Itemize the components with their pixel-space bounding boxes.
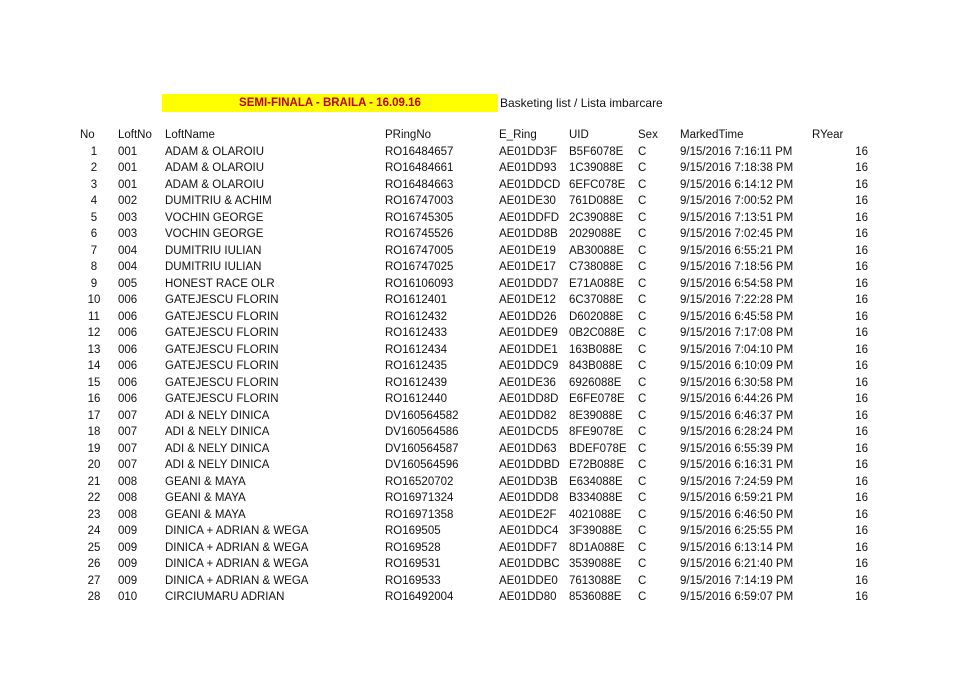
header-loft-no: LoftNo: [118, 129, 152, 141]
cell-no: 7: [90, 244, 98, 257]
cell-ryear: 16: [855, 277, 868, 290]
cell-uid: B334088E: [569, 492, 623, 504]
cell-no: 8: [90, 261, 98, 273]
cell-loft-no: 008: [118, 475, 138, 488]
cell-loft-name: HONEST RACE OLR: [165, 277, 275, 290]
cell-sex: C: [638, 558, 647, 570]
cell-loft-no: 006: [118, 343, 138, 356]
cell-marked-time: 9/15/2016 6:28:24 PM: [680, 426, 794, 438]
cell-e-ring: AE01DD3B: [499, 475, 558, 488]
cell-no: 3: [90, 178, 98, 191]
cell-no: 16: [87, 393, 101, 405]
cell-e-ring: AE01DE19: [499, 244, 556, 257]
cell-no: 17: [87, 409, 101, 422]
cell-no: 4: [90, 195, 98, 207]
cell-loft-name: DINICA + ADRIAN & WEGA: [165, 525, 309, 537]
cell-loft-name: DINICA + ADRIAN & WEGA: [165, 574, 309, 587]
cell-uid: C738088E: [569, 261, 624, 273]
cell-uid: BDEF078E: [569, 442, 627, 455]
cell-marked-time: 9/15/2016 7:22:28 PM: [680, 294, 794, 306]
cell-uid: AB30088E: [569, 244, 624, 257]
table-row: [0, 309, 960, 326]
cell-uid: B5F6078E: [569, 145, 624, 158]
cell-loft-name: VOCHIN GEORGE: [165, 211, 264, 224]
cell-marked-time: 9/15/2016 7:17:08 PM: [680, 327, 794, 339]
cell-marked-time: 9/15/2016 6:46:37 PM: [680, 409, 794, 422]
header-no: No: [80, 129, 95, 141]
cell-sex: C: [638, 508, 647, 521]
cell-no: 14: [87, 360, 101, 372]
cell-ryear: 16: [855, 574, 868, 587]
cell-no: 28: [87, 591, 101, 603]
cell-uid: 843B088E: [569, 360, 623, 372]
cell-loft-name: CIRCIUMARU ADRIAN: [165, 591, 285, 603]
cell-uid: 6C37088E: [569, 294, 624, 306]
cell-loft-no: 009: [118, 574, 138, 587]
cell-loft-no: 009: [118, 525, 138, 537]
cell-sex: C: [638, 591, 647, 603]
cell-ryear: 16: [855, 442, 868, 455]
header-sex: Sex: [638, 129, 658, 141]
cell-e-ring: AE01DCD5: [499, 426, 559, 438]
cell-no: 10: [87, 294, 101, 306]
cell-pring-no: RO16971324: [385, 492, 454, 504]
cell-e-ring: AE01DE12: [499, 294, 556, 306]
cell-ryear: 16: [855, 294, 868, 306]
cell-marked-time: 9/15/2016 7:18:38 PM: [680, 162, 794, 174]
cell-loft-no: 007: [118, 426, 138, 438]
cell-loft-no: 006: [118, 327, 138, 339]
cell-marked-time: 9/15/2016 6:46:50 PM: [680, 508, 794, 521]
cell-sex: C: [638, 393, 647, 405]
table-row: [0, 441, 960, 458]
cell-loft-name: GEANI & MAYA: [165, 508, 246, 521]
cell-sex: C: [638, 525, 647, 537]
cell-marked-time: 9/15/2016 7:04:10 PM: [680, 343, 794, 356]
cell-pring-no: RO16492004: [385, 591, 454, 603]
table-row: [0, 177, 960, 194]
cell-no: 23: [87, 508, 101, 521]
cell-loft-no: 003: [118, 228, 138, 240]
cell-uid: 2029088E: [569, 228, 622, 240]
cell-e-ring: AE01DD63: [499, 442, 557, 455]
table-row: [0, 474, 960, 491]
cell-loft-name: DUMITRIU & ACHIM: [165, 195, 272, 207]
cell-e-ring: AE01DE36: [499, 376, 556, 389]
cell-ryear: 16: [855, 360, 868, 372]
cell-loft-no: 001: [118, 178, 138, 191]
cell-uid: 761D088E: [569, 195, 624, 207]
cell-pring-no: RO1612439: [385, 376, 448, 389]
cell-uid: 0B2C088E: [569, 327, 625, 339]
cell-marked-time: 9/15/2016 6:30:58 PM: [680, 376, 794, 389]
cell-loft-no: 004: [118, 261, 138, 273]
cell-marked-time: 9/15/2016 6:44:26 PM: [680, 393, 794, 405]
cell-loft-name: ADI & NELY DINICA: [165, 426, 270, 438]
cell-e-ring: AE01DDD8: [499, 492, 559, 504]
cell-no: 20: [87, 459, 101, 471]
cell-sex: C: [638, 294, 647, 306]
cell-e-ring: AE01DD3F: [499, 145, 558, 158]
header-pring-no: PRingNo: [385, 129, 432, 141]
cell-pring-no: RO16745305: [385, 211, 454, 224]
header-marked-time: MarkedTime: [680, 129, 744, 141]
cell-marked-time: 9/15/2016 6:25:55 PM: [680, 525, 794, 537]
cell-no: 15: [87, 376, 101, 389]
table-row: [0, 424, 960, 441]
cell-sex: C: [638, 327, 647, 339]
header-e-ring: E_Ring: [499, 129, 537, 141]
cell-no: 2: [90, 162, 98, 174]
cell-marked-time: 9/15/2016 6:10:09 PM: [680, 360, 794, 372]
cell-ryear: 16: [855, 426, 868, 438]
cell-e-ring: AE01DD80: [499, 591, 557, 603]
cell-marked-time: 9/15/2016 6:16:31 PM: [680, 459, 794, 471]
cell-uid: 1C39088E: [569, 162, 624, 174]
cell-e-ring: AE01DDD7: [499, 277, 559, 290]
cell-e-ring: AE01DDC9: [499, 360, 559, 372]
table-row: [0, 556, 960, 573]
cell-uid: E71A088E: [569, 277, 624, 290]
cell-pring-no: RO169531: [385, 558, 441, 570]
cell-no: 21: [87, 475, 101, 488]
cell-pring-no: RO16745526: [385, 228, 454, 240]
cell-pring-no: RO16747003: [385, 195, 454, 207]
cell-pring-no: RO16971358: [385, 508, 454, 521]
cell-loft-name: GATEJESCU FLORIN: [165, 310, 279, 323]
cell-sex: C: [638, 310, 647, 323]
cell-pring-no: RO169505: [385, 525, 441, 537]
cell-pring-no: RO1612401: [385, 294, 448, 306]
cell-ryear: 16: [855, 343, 868, 356]
table-row: [0, 589, 960, 606]
cell-e-ring: AE01DDC4: [499, 525, 559, 537]
cell-loft-name: DUMITRIU IULIAN: [165, 244, 262, 257]
cell-loft-no: 002: [118, 195, 138, 207]
cell-pring-no: RO169528: [385, 541, 441, 554]
table-row: [0, 358, 960, 375]
cell-loft-no: 006: [118, 376, 138, 389]
cell-e-ring: AE01DDE1: [499, 343, 558, 356]
cell-loft-name: ADAM & OLAROIU: [165, 162, 265, 174]
cell-uid: 8536088E: [569, 591, 622, 603]
cell-sex: C: [638, 360, 647, 372]
cell-marked-time: 9/15/2016 7:24:59 PM: [680, 475, 794, 488]
cell-no: 12: [87, 327, 101, 339]
cell-e-ring: AE01DE2F: [499, 508, 557, 521]
cell-sex: C: [638, 541, 647, 554]
basketing-table: [0, 127, 960, 606]
cell-no: 25: [87, 541, 101, 554]
cell-ryear: 16: [855, 228, 868, 240]
cell-sex: C: [638, 211, 647, 224]
table-row: [0, 573, 960, 590]
cell-e-ring: AE01DD8B: [499, 228, 558, 240]
cell-sex: C: [638, 426, 647, 438]
cell-pring-no: DV160564586: [385, 426, 459, 438]
cell-e-ring: AE01DD82: [499, 409, 557, 422]
table-row: [0, 276, 960, 293]
cell-ryear: 16: [855, 310, 868, 323]
table-row: [0, 193, 960, 210]
cell-loft-name: GATEJESCU FLORIN: [165, 294, 279, 306]
cell-ryear: 16: [855, 409, 868, 422]
cell-sex: C: [638, 459, 647, 471]
cell-e-ring: AE01DDE0: [499, 574, 558, 587]
table-row: [0, 226, 960, 243]
sheet-title: SEMI-FINALA - BRAILA - 16.09.16: [162, 94, 498, 112]
cell-ryear: 16: [855, 244, 868, 257]
cell-ryear: 16: [855, 475, 868, 488]
cell-ryear: 16: [855, 162, 868, 174]
cell-marked-time: 9/15/2016 6:55:39 PM: [680, 442, 794, 455]
cell-ryear: 16: [855, 261, 868, 273]
cell-loft-name: GATEJESCU FLORIN: [165, 327, 279, 339]
table-row: [0, 408, 960, 425]
cell-loft-name: ADI & NELY DINICA: [165, 409, 270, 422]
cell-uid: 3F39088E: [569, 525, 623, 537]
cell-marked-time: 9/15/2016 6:59:07 PM: [680, 591, 794, 603]
cell-pring-no: RO16484663: [385, 178, 454, 191]
cell-loft-name: VOCHIN GEORGE: [165, 228, 264, 240]
cell-loft-no: 009: [118, 541, 138, 554]
cell-loft-name: GATEJESCU FLORIN: [165, 376, 279, 389]
table-header: [0, 127, 960, 144]
cell-loft-name: ADI & NELY DINICA: [165, 442, 270, 455]
cell-e-ring: AE01DE30: [499, 195, 556, 207]
cell-loft-name: DUMITRIU IULIAN: [165, 261, 262, 273]
cell-uid: D602088E: [569, 310, 624, 323]
table-row: [0, 160, 960, 177]
cell-pring-no: RO1612432: [385, 310, 448, 323]
header-ryear: RYear: [812, 129, 844, 141]
cell-pring-no: RO1612434: [385, 343, 448, 356]
cell-marked-time: 9/15/2016 6:59:21 PM: [680, 492, 794, 504]
cell-no: 5: [90, 211, 98, 224]
cell-uid: 163B088E: [569, 343, 623, 356]
cell-no: 18: [87, 426, 101, 438]
cell-marked-time: 9/15/2016 7:16:11 PM: [680, 145, 793, 158]
sheet-subtitle: Basketing list / Lista imbarcare: [500, 96, 663, 110]
cell-no: 19: [87, 442, 101, 455]
cell-ryear: 16: [855, 541, 868, 554]
cell-ryear: 16: [855, 508, 868, 521]
cell-loft-no: 005: [118, 277, 138, 290]
cell-loft-no: 006: [118, 360, 138, 372]
cell-marked-time: 9/15/2016 7:02:45 PM: [680, 228, 794, 240]
cell-loft-no: 006: [118, 393, 138, 405]
table-row: [0, 523, 960, 540]
cell-e-ring: AE01DD8D: [499, 393, 559, 405]
cell-sex: C: [638, 475, 647, 488]
cell-ryear: 16: [855, 558, 868, 570]
cell-loft-no: 007: [118, 409, 138, 422]
cell-ryear: 16: [855, 591, 868, 603]
cell-no: 27: [87, 574, 101, 587]
cell-no: 9: [90, 277, 98, 290]
cell-uid: 6EFC078E: [569, 178, 626, 191]
cell-e-ring: AE01DDF7: [499, 541, 558, 554]
cell-loft-name: DINICA + ADRIAN & WEGA: [165, 541, 309, 554]
cell-marked-time: 9/15/2016 7:13:51 PM: [680, 211, 794, 224]
cell-sex: C: [638, 574, 647, 587]
cell-loft-name: ADAM & OLAROIU: [165, 145, 265, 158]
cell-ryear: 16: [855, 211, 868, 224]
cell-loft-no: 006: [118, 294, 138, 306]
cell-ryear: 16: [855, 195, 868, 207]
cell-sex: C: [638, 492, 647, 504]
cell-loft-name: GEANI & MAYA: [165, 492, 246, 504]
cell-no: 11: [88, 310, 100, 323]
cell-e-ring: AE01DDE9: [499, 327, 558, 339]
cell-pring-no: RO169533: [385, 574, 441, 587]
cell-loft-name: GATEJESCU FLORIN: [165, 360, 279, 372]
cell-ryear: 16: [855, 459, 868, 471]
table-row: [0, 375, 960, 392]
cell-loft-no: 003: [118, 211, 138, 224]
cell-ryear: 16: [855, 327, 868, 339]
cell-loft-no: 008: [118, 508, 138, 521]
table-row: [0, 259, 960, 276]
table-row: [0, 490, 960, 507]
header-loft-name: LoftName: [165, 129, 215, 141]
cell-sex: C: [638, 145, 647, 158]
cell-e-ring: AE01DDFD: [499, 211, 560, 224]
cell-loft-no: 008: [118, 492, 138, 504]
cell-loft-name: GATEJESCU FLORIN: [165, 393, 279, 405]
cell-sex: C: [638, 343, 647, 356]
cell-loft-no: 004: [118, 244, 138, 257]
cell-no: 22: [87, 492, 101, 504]
cell-uid: E634088E: [569, 475, 623, 488]
cell-no: 1: [90, 145, 98, 158]
cell-pring-no: RO16484657: [385, 145, 454, 158]
table-row: [0, 210, 960, 227]
cell-ryear: 16: [855, 492, 868, 504]
cell-marked-time: 9/15/2016 7:18:56 PM: [680, 261, 794, 273]
cell-pring-no: RO16747025: [385, 261, 454, 273]
table-row: [0, 457, 960, 474]
cell-sex: C: [638, 244, 647, 257]
cell-loft-name: GEANI & MAYA: [165, 475, 246, 488]
cell-pring-no: RO16106093: [385, 277, 454, 290]
cell-pring-no: RO1612435: [385, 360, 448, 372]
cell-ryear: 16: [855, 393, 868, 405]
cell-ryear: 16: [855, 376, 868, 389]
table-row: [0, 507, 960, 524]
cell-loft-no: 001: [118, 145, 138, 158]
cell-sex: C: [638, 261, 647, 273]
cell-uid: E6FE078E: [569, 393, 625, 405]
cell-marked-time: 9/15/2016 6:13:14 PM: [680, 541, 794, 554]
cell-sex: C: [638, 195, 647, 207]
cell-e-ring: AE01DDBC: [499, 558, 560, 570]
cell-uid: 2C39088E: [569, 211, 624, 224]
table-row: [0, 243, 960, 260]
table-row: [0, 391, 960, 408]
cell-loft-no: 007: [118, 459, 138, 471]
cell-no: 6: [90, 228, 98, 240]
cell-uid: 7613088E: [569, 574, 622, 587]
cell-uid: E72B088E: [569, 459, 624, 471]
cell-uid: 8E39088E: [569, 409, 623, 422]
cell-pring-no: RO16484661: [385, 162, 454, 174]
table-row: [0, 144, 960, 161]
cell-no: 26: [87, 558, 101, 570]
cell-ryear: 16: [855, 145, 868, 158]
cell-marked-time: 9/15/2016 6:21:40 PM: [680, 558, 794, 570]
cell-pring-no: RO16520702: [385, 475, 454, 488]
cell-uid: 4021088E: [569, 508, 622, 521]
cell-marked-time: 9/15/2016 6:54:58 PM: [680, 277, 794, 290]
cell-marked-time: 9/15/2016 6:14:12 PM: [680, 178, 794, 191]
cell-e-ring: AE01DD93: [499, 162, 557, 174]
cell-sex: C: [638, 376, 647, 389]
cell-sex: C: [638, 162, 647, 174]
cell-pring-no: DV160564582: [385, 409, 459, 422]
table-row: [0, 292, 960, 309]
cell-loft-name: GATEJESCU FLORIN: [165, 343, 279, 356]
cell-loft-name: ADAM & OLAROIU: [165, 178, 265, 191]
table-row: [0, 540, 960, 557]
cell-sex: C: [638, 277, 647, 290]
table-body: [0, 144, 960, 606]
cell-pring-no: RO1612440: [385, 393, 448, 405]
cell-marked-time: 9/15/2016 6:55:21 PM: [680, 244, 794, 257]
cell-uid: 8FE9078E: [569, 426, 624, 438]
table-row: [0, 325, 960, 342]
cell-sex: C: [638, 228, 647, 240]
cell-loft-no: 009: [118, 558, 138, 570]
cell-ryear: 16: [855, 178, 868, 191]
cell-loft-no: 006: [118, 310, 138, 323]
header-uid: UID: [569, 129, 589, 141]
cell-no: 24: [87, 525, 101, 537]
cell-sex: C: [638, 178, 647, 191]
cell-marked-time: 9/15/2016 6:45:58 PM: [680, 310, 794, 323]
cell-loft-no: 001: [118, 162, 138, 174]
cell-loft-no: 010: [118, 591, 138, 603]
cell-uid: 8D1A088E: [569, 541, 625, 554]
cell-pring-no: RO1612433: [385, 327, 448, 339]
cell-uid: 3539088E: [569, 558, 622, 570]
cell-pring-no: DV160564587: [385, 442, 459, 455]
cell-no: 13: [87, 343, 101, 356]
cell-e-ring: AE01DE17: [499, 261, 556, 273]
cell-e-ring: AE01DDCD: [499, 178, 561, 191]
cell-uid: 6926088E: [569, 376, 622, 389]
cell-e-ring: AE01DD26: [499, 310, 557, 323]
cell-pring-no: DV160564596: [385, 459, 459, 471]
cell-marked-time: 9/15/2016 7:14:19 PM: [680, 574, 794, 587]
cell-sex: C: [638, 442, 647, 455]
table-row: [0, 342, 960, 359]
cell-marked-time: 9/15/2016 7:00:52 PM: [680, 195, 794, 207]
cell-ryear: 16: [855, 525, 868, 537]
cell-loft-name: DINICA + ADRIAN & WEGA: [165, 558, 309, 570]
cell-loft-no: 007: [118, 442, 138, 455]
cell-sex: C: [638, 409, 647, 422]
cell-e-ring: AE01DDBD: [499, 459, 560, 471]
cell-loft-name: ADI & NELY DINICA: [165, 459, 270, 471]
cell-pring-no: RO16747005: [385, 244, 454, 257]
